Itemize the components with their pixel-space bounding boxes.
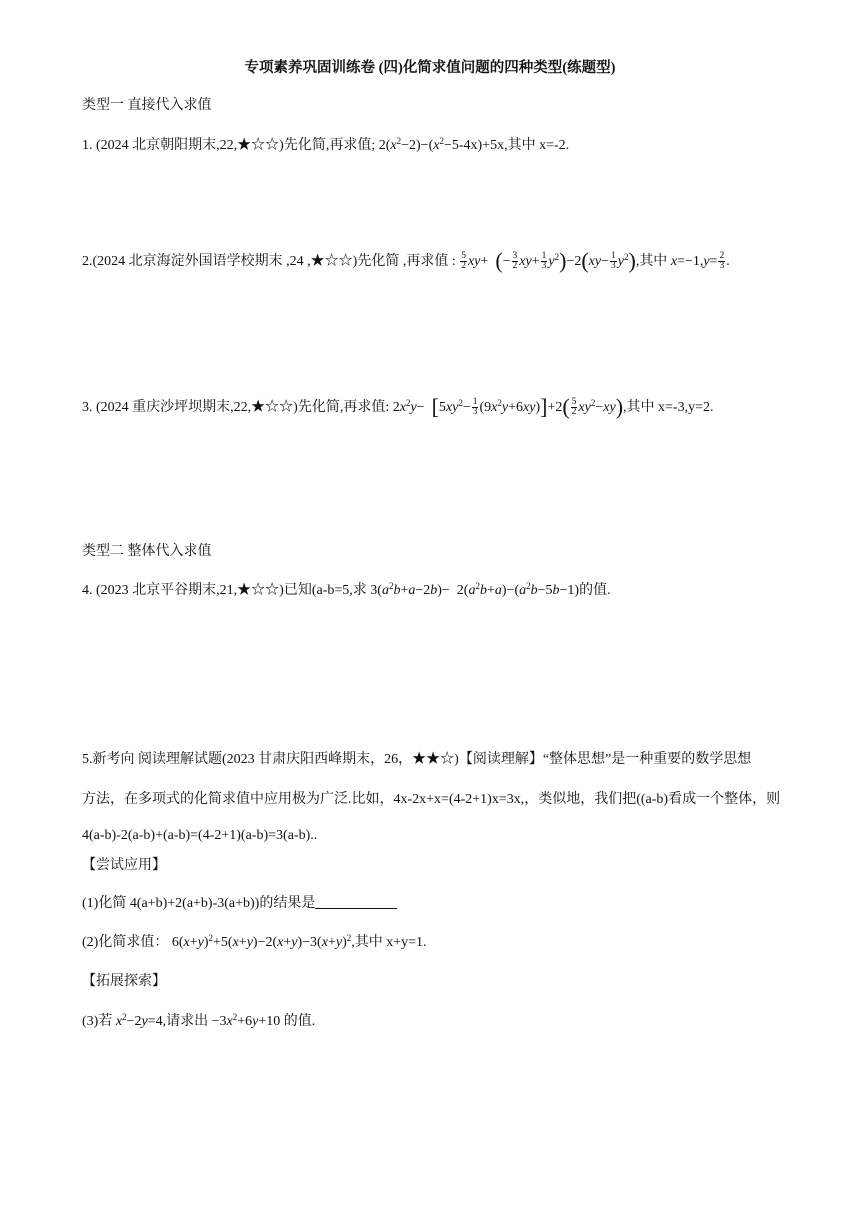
question-1-lead: 1. (2024 北京朝阳期末,22,★☆☆)先化简,再求值; <box>82 138 379 153</box>
question-5-paragraph-1: 5.新考向 阅读理解试题(2023 甘肃庆阳西峰期末，26，★★☆)【阅读理解】“整体思想”是一种重要的数学思想 <box>82 752 752 767</box>
try-apply-heading: 【尝试应用】 <box>82 858 166 873</box>
question-2-lead: 2.(2024 北京海淀外国语学校期末 ,24 ,★☆☆)先化简 ,再求值 : <box>82 254 460 269</box>
question-3-tail: ,其中 x=-3,y=2. <box>623 400 714 415</box>
sub-question-3-mid: ,请求出 <box>162 1014 212 1029</box>
question-1-expression: $2(x^2-2)-(x^2-5-4x)+5x$ <box>378 136 505 153</box>
question-3-expression: $2x^2y- [5xy^2-$ $\frac{1}{3}$ $(9x^2y+6xy)]+2$( $\frac{5}{2}$ $xy^2-xy$) <box>392 394 624 419</box>
question-3-lead: 3. (2024 重庆沙坪坝期末,22,★☆☆)先化简,再求值: <box>82 400 393 415</box>
sub-question-2-lead: (2)化简求值： <box>82 935 172 950</box>
sub-question-2-expression: $6(x+y)^2+5(x+y)-2(x+y)-3(x+y)^2$ <box>171 933 352 950</box>
question-4-expression: $3(a^2b+a-2b)- 2(a^2b+a)-(a^2b-5b-1)$ <box>370 581 580 598</box>
sub-question-2-tail: ,其中 x+y=1. <box>351 935 427 950</box>
sub-question-3-tail: 的值. <box>280 1014 316 1029</box>
question-4-tail: 的值. <box>579 583 611 598</box>
question-3 <box>82 394 714 419</box>
sub-question-2 <box>82 933 427 953</box>
sub-question-3-lead: (3)若 <box>82 1014 116 1029</box>
answer-blank[interactable] <box>315 894 397 909</box>
question-2 <box>82 248 730 273</box>
question-5-paragraph-2: 方法，在多项式的化简求值中应用极为广泛.比如，4x-2x+x=(4-2+1)x=3x,，类似地，我们把((a-b)看成一个整体，则 <box>82 792 781 807</box>
section-heading-2: 类型二 整体代入求值 <box>82 544 212 559</box>
sub-question-3-expression: $-3x^2+6y+10$ <box>211 1012 281 1029</box>
page-title: 专项素养巩固训练卷 (四)化简求值问题的四种类型(练题型) <box>244 60 616 76</box>
question-1-tail: ,其中 x=-2. <box>504 138 570 153</box>
extend-explore-heading: 【拓展探索】 <box>82 974 166 989</box>
section-heading-1: 类型一 直接代入求值 <box>82 98 212 113</box>
sub-question-1-text: (1)化简 4(a+b)+2(a+b)-3(a+b))的结果是 <box>82 896 316 911</box>
question-4 <box>82 581 611 601</box>
sub-question-3 <box>82 1012 315 1032</box>
question-5-paragraph-3: 4(a-b)-2(a-b)+(a-b)=(4-2+1)(a-b)=3(a-b).. <box>82 828 318 843</box>
question-2-condition: x=−1,y= $\frac{2}{3}$ . <box>670 251 730 272</box>
question-2-mid: ,其中 <box>635 254 671 269</box>
sub-question-1 <box>82 894 397 914</box>
question-4-lead: 4. (2023 北京平谷期末,21,★☆☆)已知(a-b=5,求 <box>82 583 371 598</box>
question-2-expression: $\frac{5}{2}$ xy+ (− $\frac{3}{2}$ xy+ $\frac{1}{3}$ $y^2)-2(xy-$ $\frac{1}{3}$ $y^2$) <box>461 248 636 273</box>
sub-question-3-condition: $x^2-2y=4$ <box>115 1012 163 1029</box>
question-1 <box>82 136 569 156</box>
